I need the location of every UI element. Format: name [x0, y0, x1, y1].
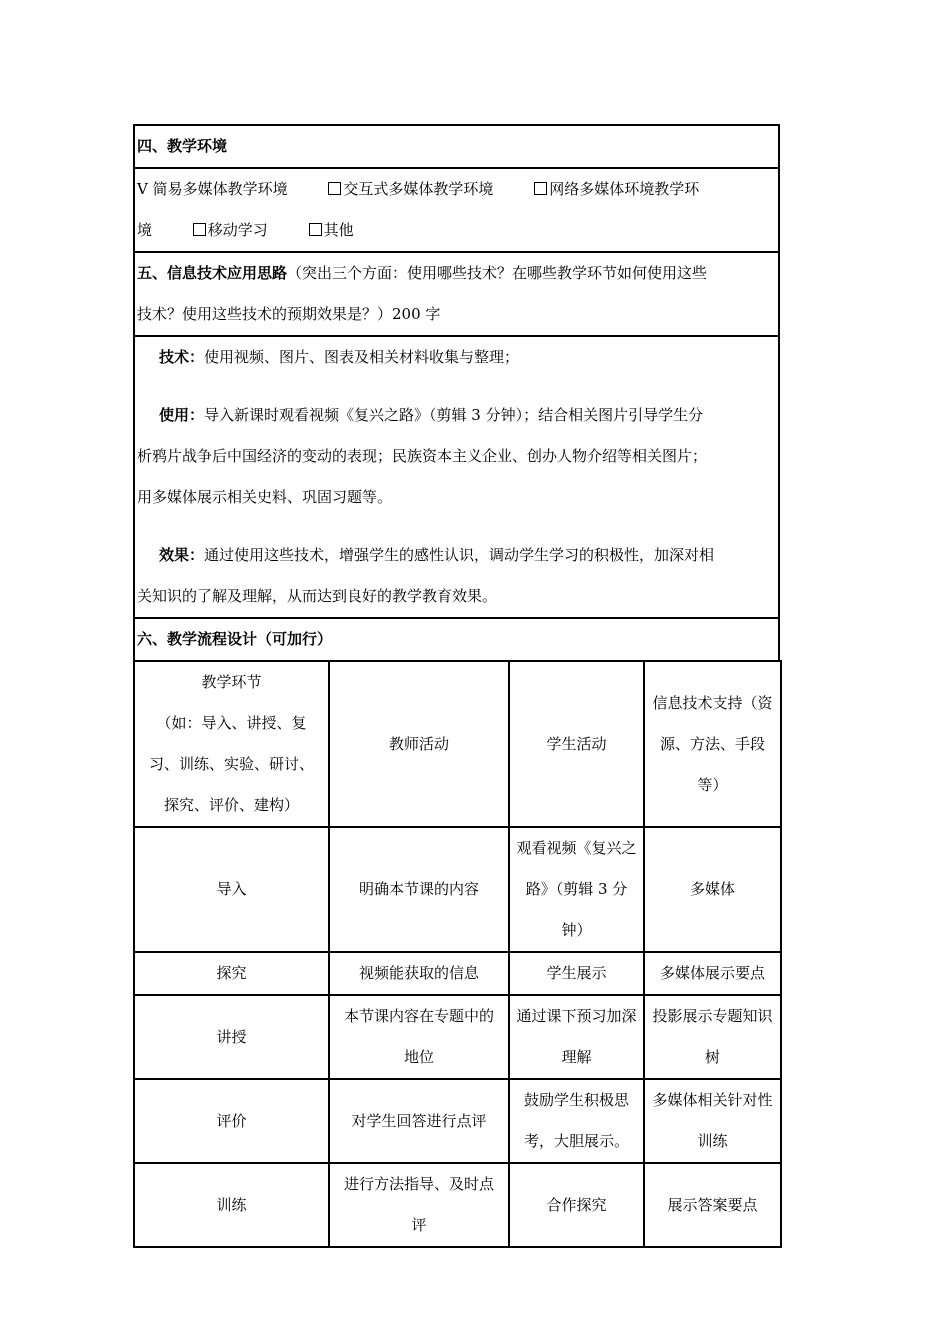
use-paragraph-line1 [135, 395, 778, 436]
student-cell [509, 995, 644, 1079]
tech-line: 多媒体相关针对性 [652, 1091, 773, 1109]
student-cell [509, 827, 644, 952]
section4-options-cell [134, 168, 779, 252]
student-cell: 学生展示 [509, 952, 644, 995]
header-tech-line: 等） [697, 775, 728, 794]
option-simple-multimedia: V 简易多媒体教学环境 [137, 180, 288, 198]
checkbox-icon[interactable] [309, 223, 322, 236]
table-row [134, 1079, 781, 1163]
lesson-plan-table [133, 124, 780, 662]
table-row [134, 995, 781, 1079]
section5-title: 五、信息技术应用思路 [137, 264, 288, 282]
teacher-line: 评 [411, 1216, 427, 1234]
tech-line: 训练 [697, 1132, 728, 1150]
section5-header-cell [134, 252, 779, 336]
document-page [133, 124, 780, 1248]
table-row [134, 952, 781, 995]
teacher-line: 地位 [403, 1048, 434, 1066]
checkbox-icon[interactable] [193, 223, 206, 236]
header-tech-line: 信息技术支持（资 [652, 693, 773, 712]
tech-cell [644, 995, 781, 1079]
teacher-line: 进行方法指导、及时点 [343, 1175, 494, 1193]
header-tech-line: 源、方法、手段 [659, 734, 765, 753]
header-stage-line: （如：导入、讲授、复 [156, 714, 307, 732]
teacher-cell: 对学生回答进行点评 [329, 1079, 509, 1163]
student-cell: 合作探究 [509, 1163, 644, 1247]
tech-line: 树 [704, 1048, 720, 1066]
use-label: 使用： [159, 406, 205, 424]
header-stage-line: 教学环节 [201, 673, 262, 691]
option-mobile-learning: 移动学习 [207, 221, 268, 239]
stage-cell: 导入 [134, 827, 329, 952]
teacher-cell [329, 995, 509, 1079]
option-network-multimedia: 网络多媒体环境教学环 [549, 180, 700, 198]
tech-cell: 多媒体展示要点 [644, 952, 781, 995]
tech-paragraph [135, 337, 778, 378]
teacher-line: 本节课内容在专题中的 [343, 1007, 494, 1025]
teacher-cell: 明确本节课的内容 [329, 827, 509, 952]
option-network-multimedia-cont: 境 [137, 221, 153, 239]
checkbox-icon[interactable] [328, 182, 341, 195]
stage-cell: 训练 [134, 1163, 329, 1247]
section6-header-cell [134, 618, 779, 661]
tech-cell: 多媒体 [644, 827, 781, 952]
option-other: 其他 [323, 221, 354, 239]
tech-line: 投影展示专题知识 [652, 1007, 773, 1025]
flow-header-row [134, 661, 781, 827]
header-stage-line: 习、训练、实验、研讨、 [148, 755, 314, 773]
student-line: 钟） [561, 921, 592, 939]
use-paragraph-line2: 析鸦片战争后中国经济的变动的表现；民族资本主义企业、创办人物介绍等相关图片； [137, 447, 708, 465]
stage-cell: 讲授 [134, 995, 329, 1079]
teacher-cell [329, 1163, 509, 1247]
section5-heading-line2: 技术？使用这些技术的预期效果是？）200 字 [137, 305, 441, 323]
section5-content-cell [134, 336, 779, 618]
student-line: 路》（剪辑 3 分 [525, 880, 628, 898]
effect-text: 通过使用这些技术，增强学生的感性认识，调动学生学习的积极性，加深对相 [204, 546, 715, 564]
section4-options-line1 [135, 169, 778, 210]
table-row [134, 827, 781, 952]
option-interactive-multimedia: 交互式多媒体教学环境 [343, 180, 494, 198]
student-line: 观看视频《复兴之 [516, 839, 637, 857]
tech-text: 使用视频、图片、图表及相关材料收集与整理； [204, 348, 520, 366]
section4-options-line2 [135, 210, 778, 251]
header-student: 学生活动 [509, 661, 644, 827]
effect-paragraph-line2: 关知识的了解及理解，从而达到良好的教学教育效果。 [137, 587, 498, 605]
checkbox-icon[interactable] [534, 182, 547, 195]
student-line: 理解 [561, 1048, 592, 1066]
header-tech [644, 661, 781, 827]
student-cell [509, 1079, 644, 1163]
header-stage [134, 661, 329, 827]
section5-heading-line1 [135, 253, 778, 294]
stage-cell: 评价 [134, 1079, 329, 1163]
teaching-flow-table [133, 660, 782, 1248]
student-line: 通过课下预习加深 [516, 1007, 637, 1025]
header-teacher: 教师活动 [329, 661, 509, 827]
student-line: 鼓励学生积极思 [523, 1091, 629, 1109]
tech-label: 技术： [159, 348, 205, 366]
effect-paragraph-line1 [135, 535, 778, 576]
teacher-cell: 视频能获取的信息 [329, 952, 509, 995]
section5-note: （突出三个方面：使用哪些技术？在哪些教学环节如何使用这些 [287, 264, 708, 282]
student-line: 考，大胆展示。 [523, 1132, 629, 1150]
stage-cell: 探究 [134, 952, 329, 995]
section4-title: 四、教学环境 [137, 137, 228, 155]
section4-header-cell [134, 125, 779, 168]
section6-title: 六、教学流程设计（可加行） [137, 630, 333, 648]
table-row [134, 1163, 781, 1247]
use-paragraph-line3: 用多媒体展示相关史料、巩固习题等。 [137, 488, 393, 506]
tech-cell: 展示答案要点 [644, 1163, 781, 1247]
header-stage-line: 探究、评价、建构） [163, 796, 299, 814]
tech-cell [644, 1079, 781, 1163]
use-text: 导入新课时观看视频《复兴之路》（剪辑 3 分钟）；结合相关图片引导学生分 [204, 406, 704, 424]
effect-label: 效果： [159, 546, 205, 564]
